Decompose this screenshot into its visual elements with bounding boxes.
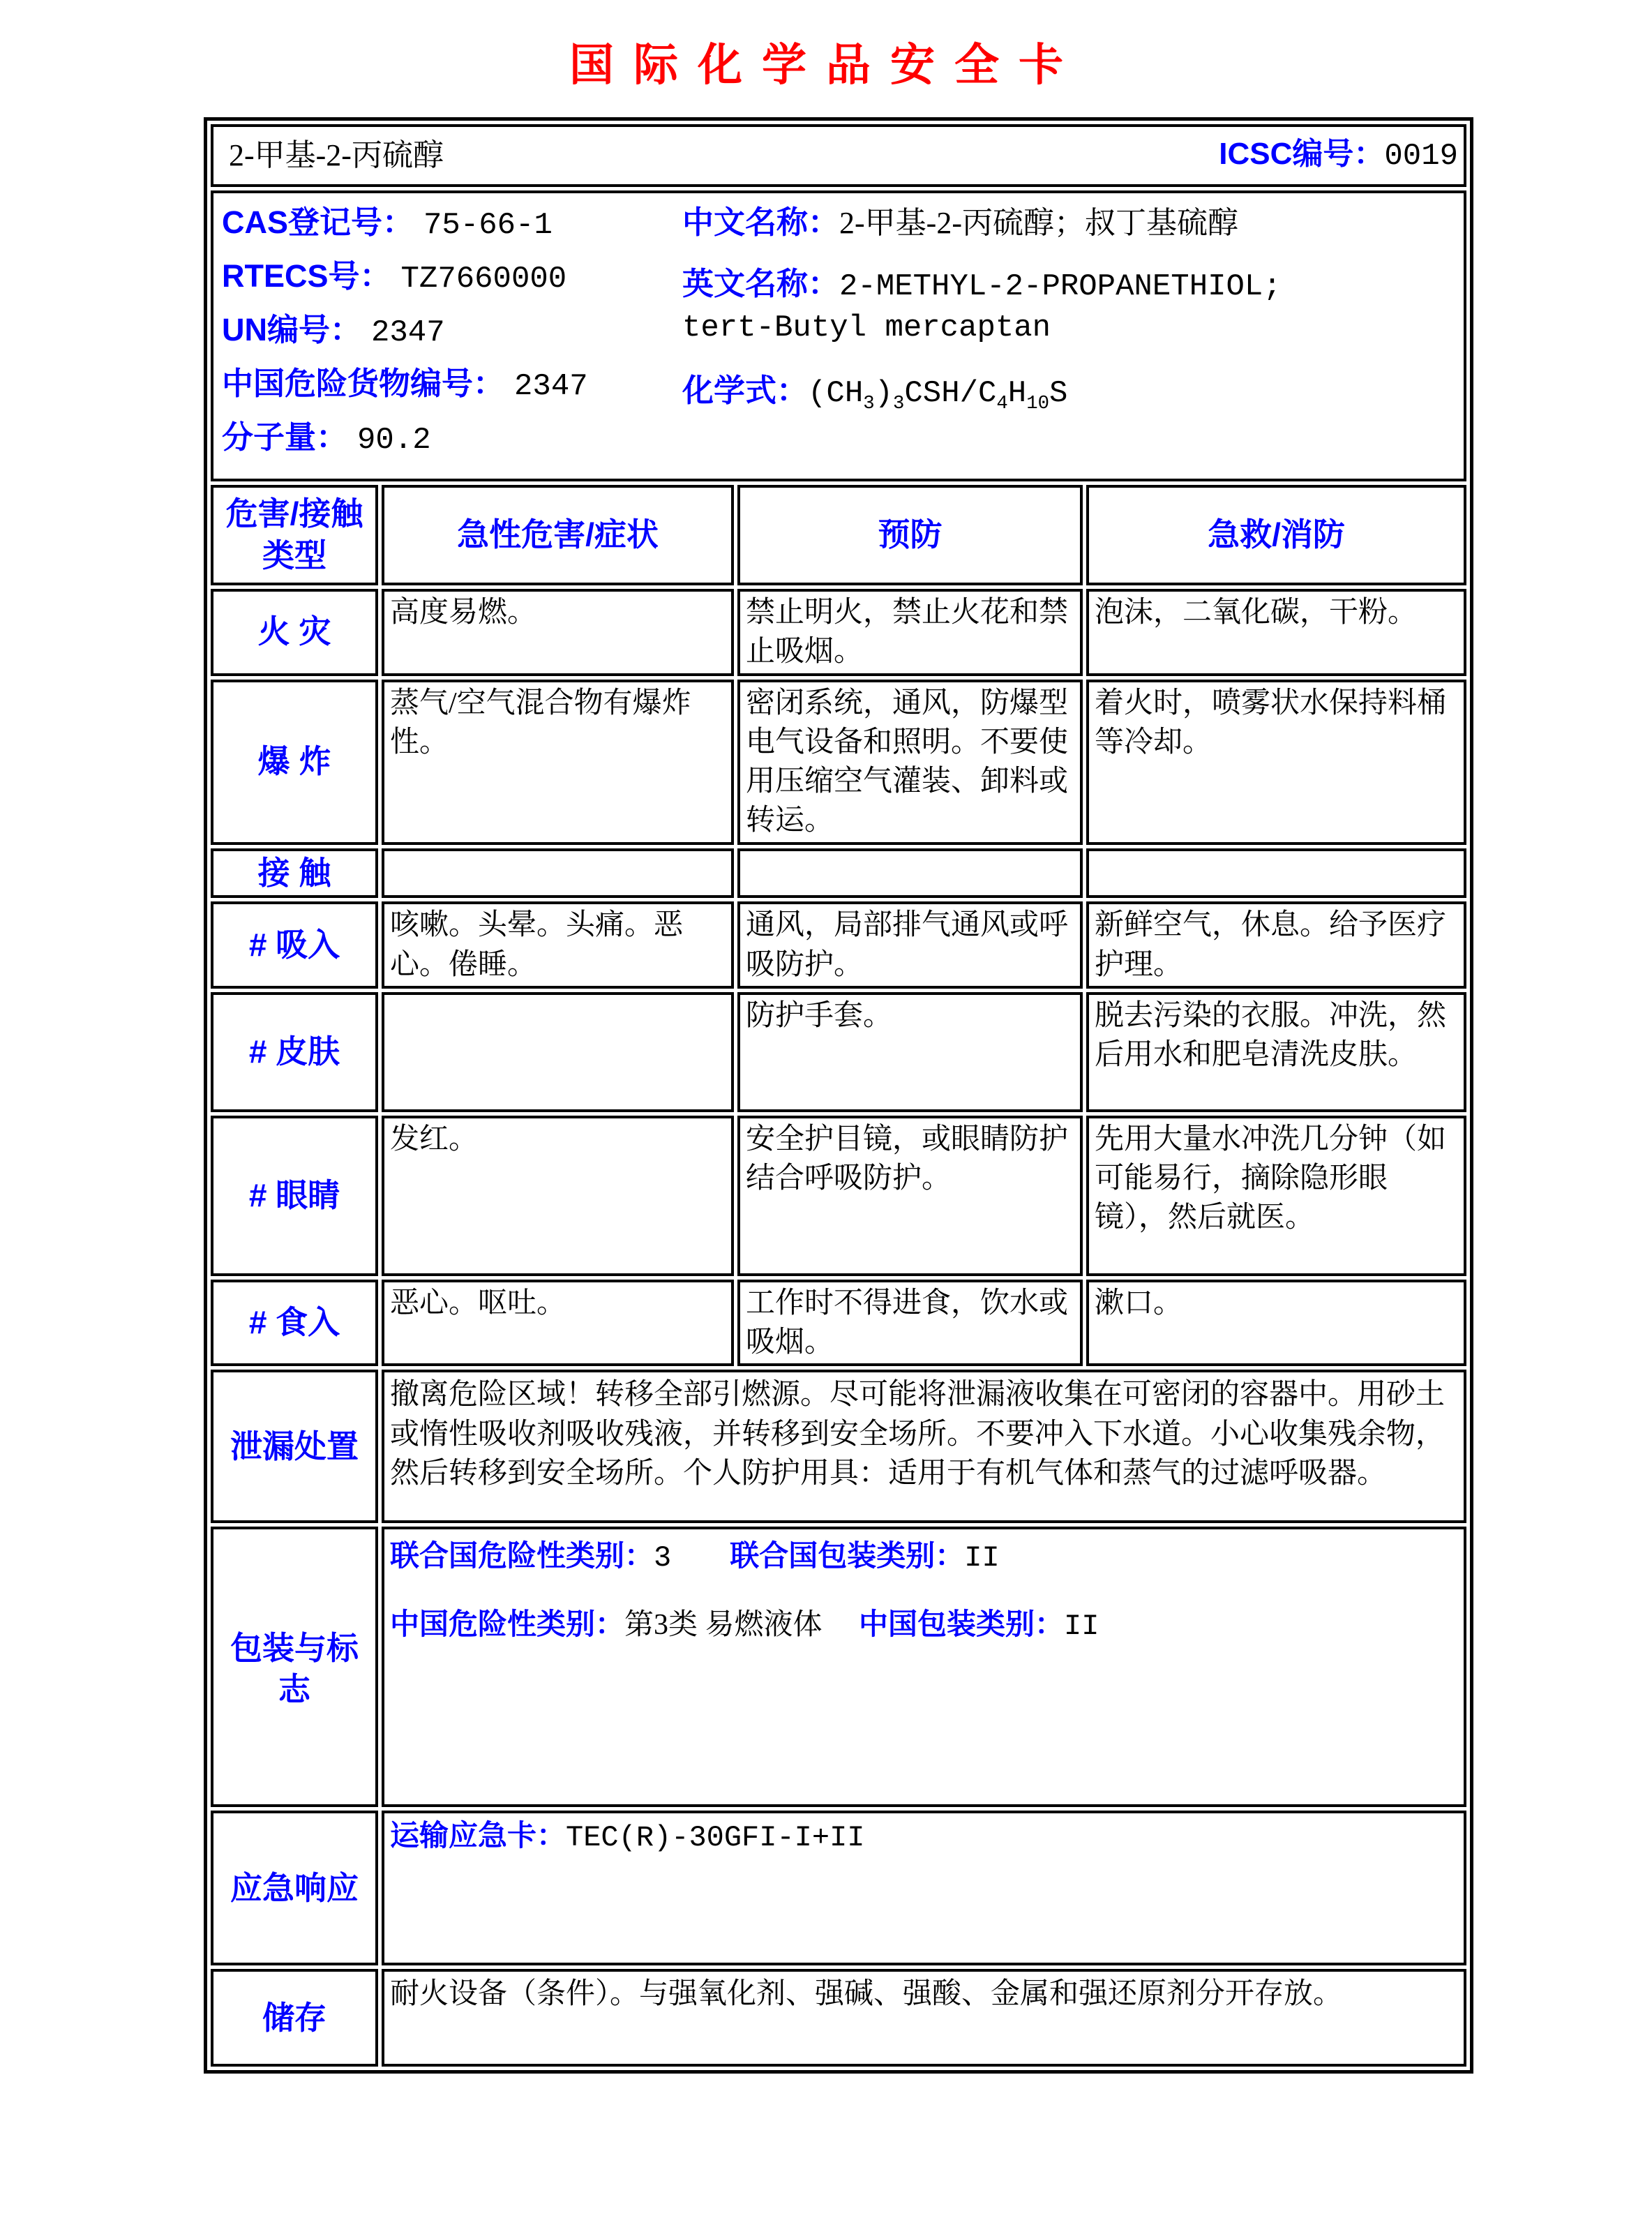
identifier-line-4 [222, 418, 682, 460]
row-emergency [211, 1811, 1466, 1965]
fire-response-cell: 泡沫，二氧化碳，干粉。 [1086, 589, 1466, 676]
page-title: 国际化学品安全卡 [569, 40, 1083, 90]
formula-segment: ) [874, 376, 894, 412]
header-first-aid: 急救/消防 [1086, 485, 1466, 585]
packaging-type-label: 包装与标志 [211, 1527, 378, 1807]
explosion-symptoms-cell: 蒸气/空气混合物有爆炸性。 [382, 680, 734, 845]
formula-label: 化学式： [682, 373, 809, 409]
header-acute-symptoms: 急性危害/症状 [382, 485, 734, 585]
eyes-response-cell: 先用大量水冲洗几分钟（如可能易行，摘除隐形眼镜），然后就医。 [1086, 1116, 1466, 1276]
storage-segment: 耐火设备（条件）。与强氧化剂、强碱、强酸、金属和强还原剂分开存放。 [390, 1978, 1343, 2011]
chemical-name: 2-甲基-2-丙硫醇 [229, 137, 444, 172]
contact-type-label: 接 触 [211, 848, 378, 899]
packaging-segment: 3 [654, 1541, 672, 1575]
fire-symptoms-cell: 高度易燃。 [382, 589, 734, 676]
formula-subscript: 3 [863, 393, 875, 415]
en-name-value: 2-METHYL-2-PROPANETHIOL; tert-Butyl mercaptan [682, 269, 1282, 346]
skin-response-cell: 脱去污染的衣服。冲洗，然后用水和肥皂清洗皮肤。 [1086, 992, 1466, 1112]
explosion-prevention-cell: 密闭系统，通风，防爆型电气设备和照明。不要使用压缩空气灌装、卸料或转运。 [737, 680, 1083, 845]
spill-content-cell [382, 1370, 1466, 1523]
formula-segment: S [1049, 376, 1068, 412]
identifier-label: CAS登记号： [222, 204, 414, 240]
packaging-content-cell [382, 1527, 1466, 1807]
icsc-number-label: ICSC编号： [1219, 137, 1385, 172]
identifier-value: 2347 [514, 369, 588, 404]
chemical-name-cell [211, 124, 1466, 187]
inhalation-symptoms-cell: 咳嗽。头晕。头痛。恶心。倦睡。 [382, 901, 734, 989]
row-eyes [211, 1116, 1466, 1276]
skin-symptoms-cell [382, 992, 734, 1112]
emergency-content-cell [382, 1811, 1466, 1965]
storage-line-0 [390, 1975, 1458, 2014]
packaging-segment: 中国危险性类别： [390, 1607, 625, 1640]
en-name-label: 英文名称： [682, 266, 840, 302]
explosion-response-cell: 着火时，喷雾状水保持料桶等冷却。 [1086, 680, 1466, 845]
icsc-number-group [1219, 134, 1458, 177]
packaging-segment: 中国包装类别： [859, 1607, 1065, 1640]
row-storage [211, 1969, 1466, 2067]
fire-prevention-cell: 禁止明火，禁止火花和禁止吸烟。 [737, 589, 1083, 676]
row-fire [211, 589, 1466, 676]
identifier-label: 分子量： [222, 419, 348, 455]
row-contact [211, 848, 1466, 899]
identifier-line-2 [222, 310, 682, 352]
identifier-value: 2347 [371, 315, 445, 350]
inhalation-prevention-cell: 通风，局部排气通风或呼吸防护。 [737, 901, 1083, 989]
cn-name-label: 中文名称： [682, 204, 840, 240]
identity-row [211, 190, 1466, 481]
contact-prevention-cell [737, 848, 1083, 899]
formula-segment: H [1007, 376, 1027, 412]
names-block [682, 200, 1387, 472]
icsc-card [204, 117, 1458, 2074]
identity-cell [211, 190, 1466, 481]
ingestion-type-label: # 食入 [211, 1280, 378, 1367]
identifier-line-1 [222, 257, 682, 299]
header-prevention: 预防 [737, 485, 1083, 585]
identifier-value: TZ7660000 [400, 262, 567, 297]
formula-line [682, 371, 1387, 416]
cn-name-value: 2-甲基-2-丙硫醇；叔丁基硫醇 [839, 206, 1238, 240]
formula-subscript: 10 [1026, 393, 1049, 415]
spill-segment: 撤离危险区域！转移全部引燃源。尽可能将泄漏液收集在可密闭的容器中。用砂土或惰性吸收剂吸收残液，并转移到安全场所。不要冲入下水道。小心收集残余物，然后转移到安全场所。个人防护用具：适用于有机气体和蒸气的过滤呼吸器。 [390, 1379, 1446, 1490]
ingestion-prevention-cell: 工作时不得进食，饮水或吸烟。 [737, 1280, 1083, 1367]
row-ingestion [211, 1280, 1466, 1367]
skin-prevention-cell: 防护手套。 [737, 992, 1083, 1112]
eyes-prevention-cell: 安全护目镜，或眼睛防护结合呼吸防护。 [737, 1116, 1083, 1276]
eyes-type-label: # 眼睛 [211, 1116, 378, 1276]
explosion-type-label: 爆 炸 [211, 680, 378, 845]
formula-subscript: 3 [893, 393, 905, 415]
header-hazard-type: 危害/接触类型 [211, 485, 378, 585]
packaging-line-0 [390, 1536, 1458, 1578]
storage-type-label: 储存 [211, 1969, 378, 2067]
inhalation-type-label: # 吸入 [211, 901, 378, 989]
row-inhalation [211, 901, 1466, 989]
identifier-label: RTECS号： [222, 258, 391, 294]
identifier-line-0 [222, 203, 682, 245]
identifier-list [222, 200, 682, 472]
identifier-value: 90.2 [357, 423, 431, 458]
row-explosion [211, 680, 1466, 845]
icsc-table [204, 117, 1473, 2074]
chemical-formula [808, 376, 1068, 415]
row-skin [211, 992, 1466, 1112]
identifier-line-3 [222, 364, 682, 406]
formula-subscript: 4 [996, 393, 1008, 415]
eyes-symptoms-cell: 发红。 [382, 1116, 734, 1276]
row-packaging [211, 1527, 1466, 1807]
ingestion-symptoms-cell: 恶心。呕吐。 [382, 1280, 734, 1367]
packaging-segment: II [1064, 1609, 1099, 1643]
identifier-value: 75-66-1 [423, 208, 553, 243]
storage-content-cell [382, 1969, 1466, 2067]
spill-type-label: 泄漏处置 [211, 1370, 378, 1523]
packaging-segment: II [964, 1541, 1000, 1575]
en-name-line [682, 264, 1387, 347]
hazard-table-header-row [211, 485, 1466, 585]
spill-line-0 [390, 1375, 1458, 1493]
contact-symptoms-cell [382, 848, 734, 899]
identifier-label: UN编号： [222, 312, 361, 347]
packaging-segment: 联合国危险性类别： [390, 1539, 654, 1573]
formula-segment: CSH/C [904, 376, 997, 412]
formula-segment: (CH [808, 376, 864, 412]
icsc-number-value: 0019 [1384, 139, 1459, 174]
fire-type-label: 火 灾 [211, 589, 378, 676]
row-spill [211, 1370, 1466, 1523]
ingestion-response-cell: 漱口。 [1086, 1280, 1466, 1367]
packaging-line-1 [390, 1605, 1458, 1646]
emergency-type-label: 应急响应 [211, 1811, 378, 1965]
identifier-label: 中国危险货物编号： [222, 366, 505, 401]
cn-name-line [682, 203, 1387, 242]
emergency-segment: TEC(R)-30GFI-I+II [566, 1821, 865, 1855]
packaging-segment: 联合国包装类别： [671, 1539, 965, 1573]
emergency-segment: 运输应急卡： [390, 1819, 566, 1852]
skin-type-label: # 皮肤 [211, 992, 378, 1112]
inhalation-response-cell: 新鲜空气，休息。给予医疗护理。 [1086, 901, 1466, 989]
contact-response-cell [1086, 848, 1466, 899]
packaging-segment: 第3类 易燃液体 [624, 1608, 859, 1641]
emergency-line-0 [390, 1816, 1458, 1857]
chemical-name-row [211, 124, 1466, 187]
